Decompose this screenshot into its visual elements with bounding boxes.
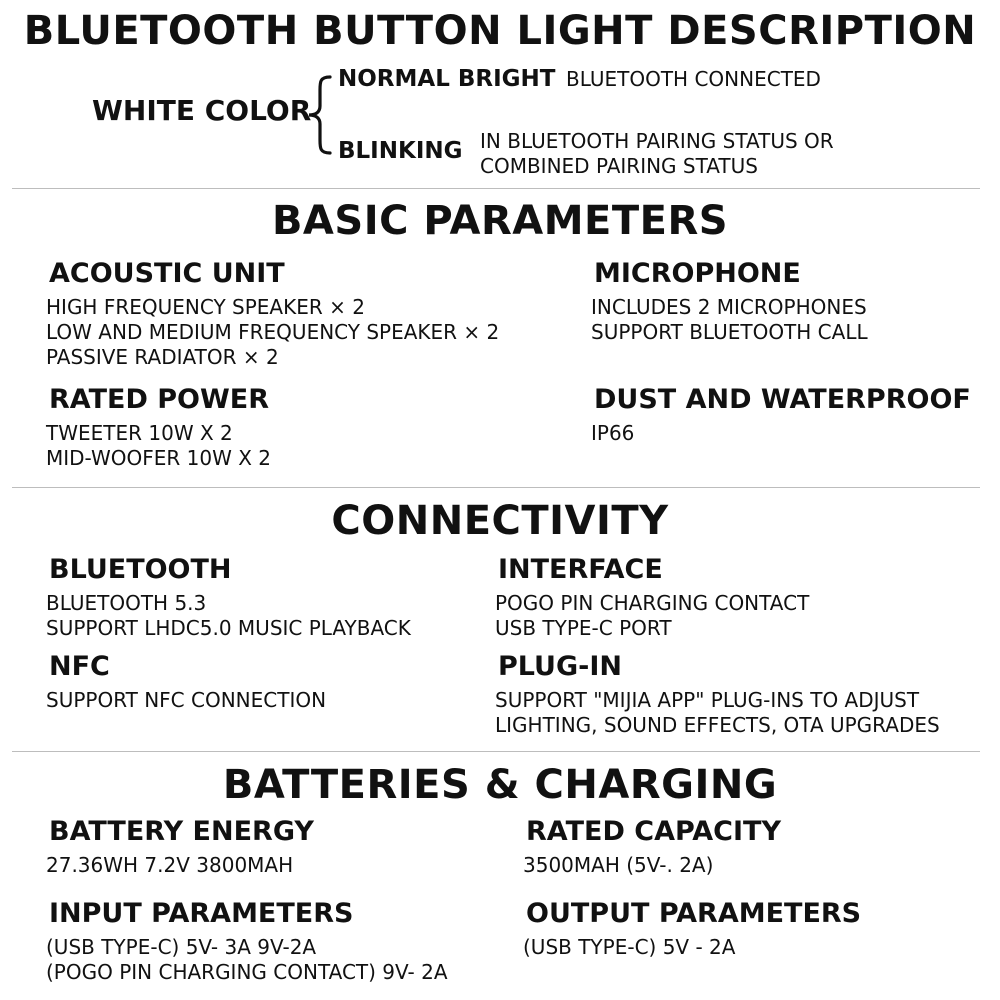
nfc-heading: NFC — [49, 651, 110, 682]
input-parameters-details: (USB TYPE-C) 5V- 3A 9V-2A (POGO PIN CHARGING CONTACT) 9V- 2A — [46, 935, 448, 984]
rated-capacity-details: 3500MAH (5V-. 2A) — [523, 853, 714, 877]
battery-energy-details: 27.36WH 7.2V 3800MAH — [46, 853, 294, 877]
nfc-details: SUPPORT NFC CONNECTION — [46, 688, 327, 712]
output-parameters-details: (USB TYPE-C) 5V - 2A — [523, 935, 736, 959]
rated-power-details: TWEETER 10W X 2 MID-WOOFER 10W X 2 — [46, 421, 271, 470]
plugin-heading: PLUG-IN — [498, 651, 622, 682]
microphone-heading: MICROPHONE — [594, 258, 801, 289]
basic-section-title: BASIC PARAMETERS — [271, 198, 729, 244]
plugin-details: SUPPORT "MIJIA APP" PLUG-INS TO ADJUST LIGHTING, SOUND EFFECTS, OTA UPGRADES — [495, 688, 940, 737]
interface-heading: INTERFACE — [498, 554, 663, 585]
output-parameters-heading: OUTPUT PARAMETERS — [526, 898, 862, 929]
interface-details: POGO PIN CHARGING CONTACT USB TYPE-C PORT — [495, 591, 810, 640]
mode-normal-bright: NORMAL BRIGHT — [338, 66, 556, 92]
acoustic-unit-heading: ACOUSTIC UNIT — [49, 258, 285, 289]
mode-blinking-desc: IN BLUETOOTH PAIRING STATUS OR COMBINED PAIRING STATUS — [480, 129, 834, 178]
dust-waterproof-details: IP66 — [591, 421, 635, 445]
divider — [12, 188, 980, 189]
microphone-details: INCLUDES 2 MICROPHONES SUPPORT BLUETOOTH CALL — [591, 295, 868, 344]
bluetooth-details: BLUETOOTH 5.3 SUPPORT LHDC5.0 MUSIC PLAYBACK — [46, 591, 411, 640]
battery-energy-heading: BATTERY ENERGY — [49, 816, 314, 847]
mode-blinking: BLINKING — [338, 138, 463, 164]
rated-capacity-heading: RATED CAPACITY — [526, 816, 782, 847]
mode-normal-bright-desc: BLUETOOTH CONNECTED — [566, 67, 821, 91]
dust-waterproof-heading: DUST AND WATERPROOF — [594, 384, 971, 415]
curly-brace-icon — [300, 74, 336, 156]
connectivity-section-title: CONNECTIVITY — [331, 498, 669, 544]
batteries-section-title: BATTERIES & CHARGING — [222, 762, 778, 808]
input-parameters-heading: INPUT PARAMETERS — [49, 898, 354, 929]
white-color-label: WHITE COLOR — [92, 94, 312, 127]
light-section-title: BLUETOOTH BUTTON LIGHT DESCRIPTION — [23, 8, 977, 54]
bluetooth-heading: BLUETOOTH — [49, 554, 232, 585]
acoustic-unit-details: HIGH FREQUENCY SPEAKER × 2 LOW AND MEDIUM FREQUENCY SPEAKER × 2 PASSIVE RADIATOR × 2 — [46, 295, 500, 369]
rated-power-heading: RATED POWER — [49, 384, 270, 415]
divider — [12, 751, 980, 752]
divider — [12, 487, 980, 488]
